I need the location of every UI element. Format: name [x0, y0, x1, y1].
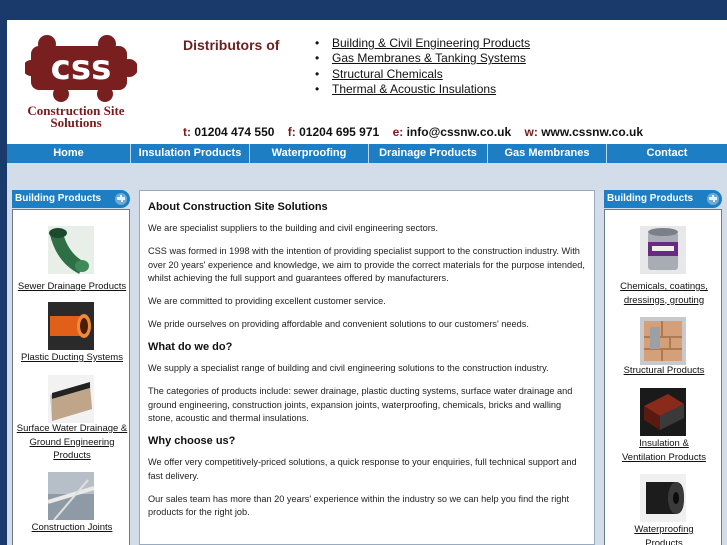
bullet-icon: • — [315, 66, 320, 81]
product-link-surface-water-line2[interactable]: Ground Engineering — [29, 436, 115, 448]
distributor-link[interactable]: Thermal & Acoustic Insulations — [332, 81, 497, 96]
paragraph: Our sales team has more than 20 years' experience within the industry so we can help you find the right products for the right job. — [148, 493, 570, 517]
tel-label: t: — [183, 125, 191, 139]
css-logo[interactable] — [25, 34, 137, 102]
distributor-item — [315, 36, 530, 51]
paragraph: We are committed to providing excellent customer service. — [148, 296, 386, 306]
logo-tagline-line1: Construction Site — [27, 103, 125, 118]
product-link-surface-water-line1[interactable]: Surface Water Drainage & — [16, 423, 128, 434]
nav-waterproofing[interactable]: Waterproofing — [250, 144, 369, 163]
product-link-insulation-line2[interactable]: Ventilation Products — [622, 451, 706, 463]
distributors-heading: Distributors of — [183, 37, 280, 53]
email-label: e: — [392, 125, 404, 139]
product-link-chemicals-line2[interactable]: dressings, grouting — [623, 294, 705, 306]
distributor-item — [315, 51, 530, 66]
left-building-products-panel — [12, 190, 130, 545]
puzzle-icon — [114, 192, 128, 206]
product-link-chemicals-line1[interactable]: Chemicals, coatings, — [620, 281, 708, 292]
heading-what-we-do: What do we do? — [148, 341, 233, 353]
product-link-waterproofing-line2[interactable]: Products — [645, 537, 683, 545]
contact-line — [183, 125, 643, 139]
right-panel-title: Building Products — [607, 193, 694, 204]
bullet-icon: • — [315, 81, 320, 96]
product-link-surface-water-line3[interactable]: Products — [53, 450, 91, 461]
fax-label: f: — [287, 125, 296, 139]
right-panel-header — [604, 190, 722, 208]
logo-tagline-line2: Solutions — [50, 115, 102, 130]
channel-drain-icon[interactable] — [48, 375, 94, 423]
chemical-tin-icon[interactable] — [640, 226, 686, 274]
nav-drainage-products[interactable]: Drainage Products — [369, 144, 488, 163]
paragraph: We offer very competitively-priced solutions, a quick response to your enquiries, full technical support and fast delivery. — [148, 457, 577, 481]
product-link-structural[interactable]: Structural Products — [623, 365, 705, 376]
puzzle-icon — [706, 192, 720, 206]
main-content — [139, 190, 595, 545]
web-label: w: — [524, 125, 538, 139]
distributor-item — [315, 67, 530, 82]
paragraph: The categories of products include: sewer drainage, plastic ducting systems, surface water drainage and ground engineering, construction joints, expansion joints, waterproofing, chemicals, bricks and walling stone, acoustic and thermal insulations. — [148, 386, 573, 423]
nav-bar — [7, 144, 727, 163]
distributor-link[interactable]: Structural Chemicals — [332, 66, 443, 81]
paragraph: We pride ourselves on providing affordable and convenient solutions to our customers' needs. — [148, 319, 529, 329]
product-link-plastic-ducting[interactable]: Plastic Ducting Systems — [21, 352, 123, 363]
right-building-products-panel — [604, 190, 722, 545]
product-link-construction-joints[interactable]: Construction Joints — [31, 522, 113, 533]
pipe-icon[interactable] — [48, 226, 94, 274]
duct-icon[interactable] — [48, 302, 94, 350]
left-panel-header — [12, 190, 130, 208]
right-panel-body — [604, 209, 722, 545]
nav-insulation-products[interactable]: Insulation Products — [131, 144, 250, 163]
tel-value: 01204 474 550 — [194, 125, 275, 139]
page — [7, 20, 727, 545]
left-panel-body — [12, 209, 130, 545]
distributor-link[interactable]: Gas Membranes & Tanking Systems — [332, 51, 526, 66]
nav-gas-membranes[interactable]: Gas Membranes — [488, 144, 607, 163]
logo-text: css — [50, 48, 112, 88]
nav-contact[interactable]: Contact — [646, 147, 688, 159]
distributor-link[interactable]: Building & Civil Engineering Products — [332, 36, 531, 50]
nav-home[interactable]: Home — [7, 144, 131, 163]
distributors-list — [315, 36, 530, 97]
product-link-waterproofing-line1[interactable]: Waterproofing — [634, 524, 694, 535]
distributor-item — [315, 82, 530, 97]
left-panel-title: Building Products — [15, 193, 102, 204]
heading-why-choose-us: Why choose us? — [148, 435, 236, 447]
bullet-icon: • — [315, 51, 320, 66]
product-link-insulation-line1[interactable]: Insulation & — [639, 438, 689, 449]
paragraph: CSS was formed in 1998 with the intention of providing specialist support to the construction industry. With over 20 years' experience and knowledge, we aim to provide the correct materials for the purpose intended, whilst achieving the full support and guarantees offered by manufacturers. — [148, 246, 585, 283]
product-link-sewer-drainage[interactable]: Sewer Drainage Products — [17, 281, 127, 292]
bullet-icon: • — [315, 36, 320, 50]
web-link[interactable]: www.cssnw.co.uk — [541, 125, 644, 139]
fax-value: 01204 695 971 — [299, 125, 380, 139]
paragraph: We supply a specialist range of building and civil engineering solutions to the construction industry. — [148, 363, 549, 373]
joint-icon[interactable] — [48, 472, 94, 520]
email-link[interactable]: info@cssnw.co.uk — [406, 125, 512, 139]
structural-bracket-icon[interactable] — [640, 317, 686, 365]
paragraph: We are specialist suppliers to the building and civil engineering sectors. — [148, 223, 438, 233]
heading-about: About Construction Site Solutions — [148, 201, 328, 213]
header — [7, 20, 727, 144]
insulation-icon[interactable] — [640, 388, 686, 436]
membrane-roll-icon[interactable] — [640, 474, 686, 522]
